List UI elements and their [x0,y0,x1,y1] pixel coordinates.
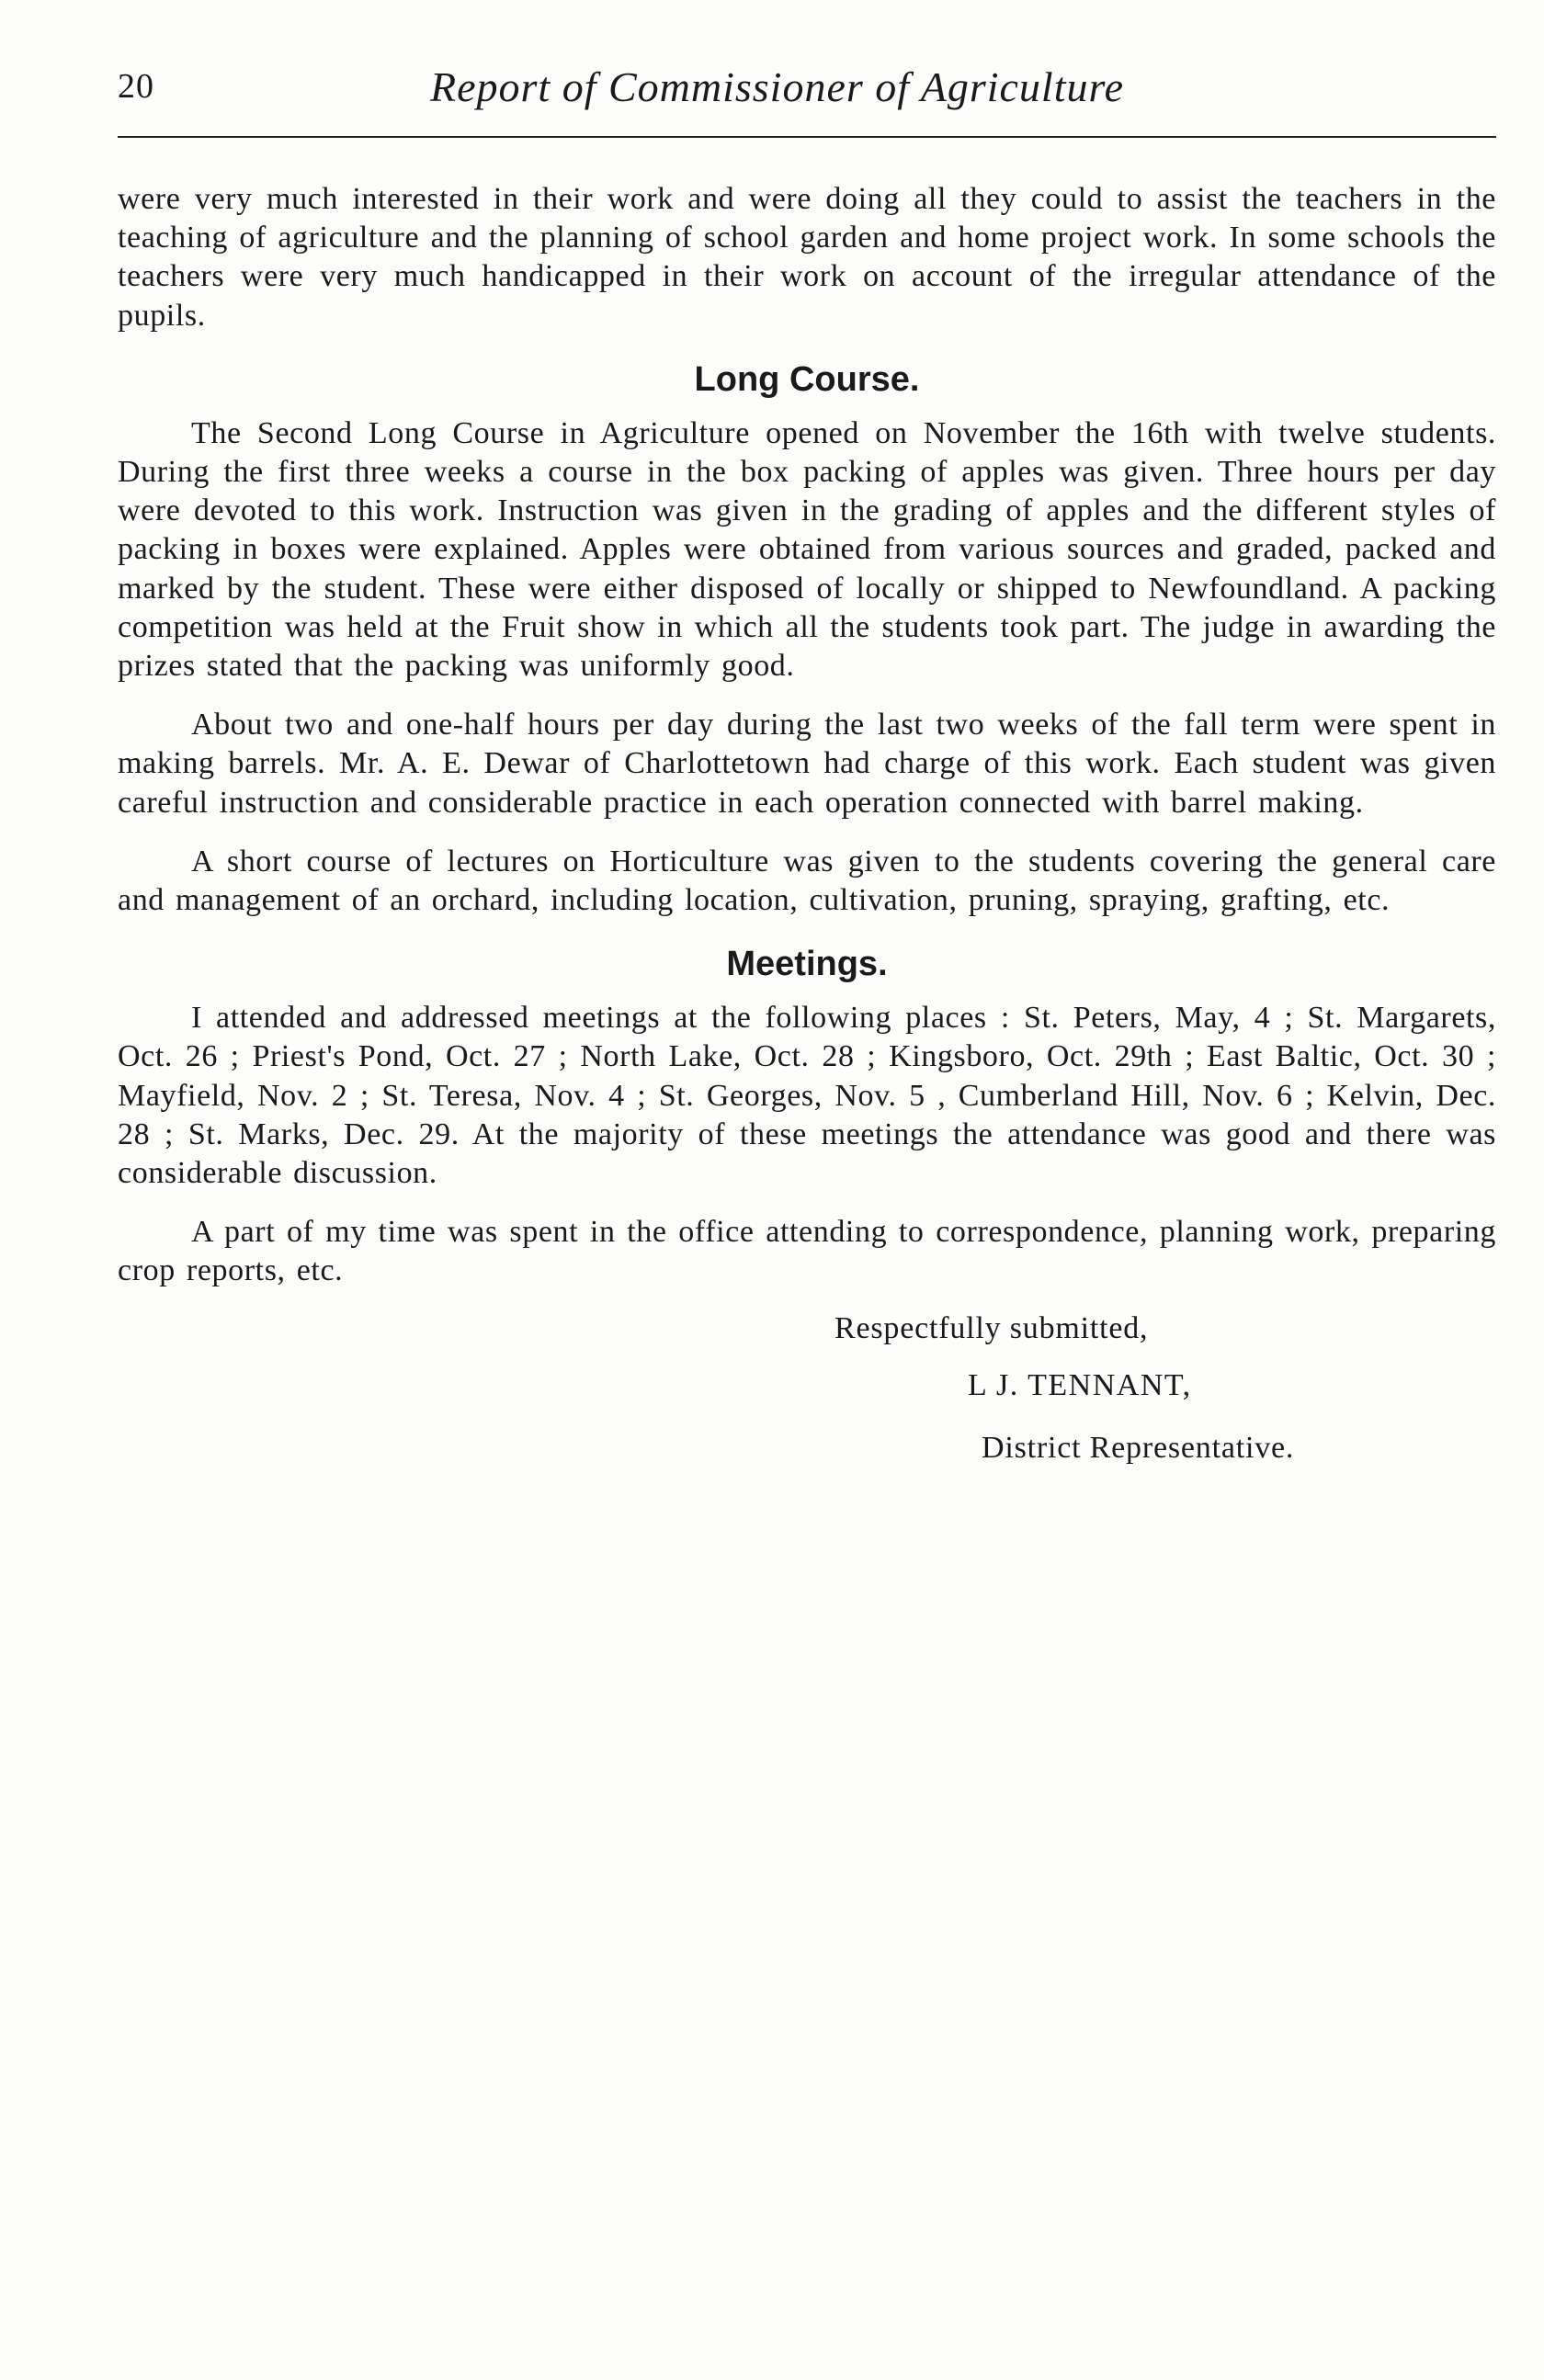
body-text [118,180,1496,1532]
header-rule [118,136,1496,138]
long-course-paragraph: The Second Long Course in Agriculture opened on November the 16th with twelve students. During the first three weeks a course in the box packing of apples was given. Three hours per day were devoted to this work. Instruction was given in the grading of apples and the different styles of packing in boxes were explained. Apples were obtained from various sources and graded, packed and marked by the student. These were either disposed of locally or shipped to Newfoundland. A packing competition was held at the Fruit show in which all the students took part. The judge in awarding the prizes stated that the packing was uniformly good. [118,415,1496,684]
long-course-paragraph: A short course of lectures on Horticulture was given to the students covering the general care and management of an orchard, including location, cultivation, pruning, spraying, grafting, etc. [118,844,1496,918]
signature-title: District Representative. [982,1430,1295,1465]
page-number: 20 [118,67,154,106]
signature-block [118,1311,1496,1532]
meetings-paragraph: A part of my time was spent in the office attending to correspondence, planning work, preparing crop reports, etc. [118,1215,1496,1288]
signature-closing: Respectfully submitted, [834,1310,1149,1345]
signature-name: L J. TENNANT, [968,1367,1192,1402]
section-heading-meetings: Meetings. [726,945,888,984]
section-heading-long-course: Long Course. [694,359,920,399]
intro-paragraph: were very much interested in their work and were doing all they could to assist the teachers in the teaching of agriculture and the planning of school garden and home project work. In some schools the teachers were very much handicapped in their work on account of the irregular attendance of the pupils. [118,182,1496,333]
running-title: Report of Commissioner of Agriculture [430,63,1125,110]
page-header [118,59,1496,123]
meetings-paragraph: I attended and addressed meetings at the following places : St. Peters, May, 4 ; St. Margarets, Oct. 26 ; Priest's Pond, Oct. 27 ; North Lake, Oct. 28 ; Kingsboro, Oct. 29th ; East Baltic, Oct. 30 ; Mayfield, Nov. 2 ; St. Teresa, Nov. 4 ; St. Georges, Nov. 5 , Cumberland Hill, Nov. 6 ; Kelvin, Dec. 28 ; St. Marks, Dec. 29. At the majority of these meetings the attendance was good and there was considerable discussion. [118,1001,1496,1191]
long-course-paragraph: About two and one-half hours per day during the last two weeks of the fall term were spent in making barrels. Mr. A. E. Dewar of Charlottetown had charge of this work. Each student was given careful instruction and considerable practice in each operation connected with barrel making. [118,708,1496,820]
